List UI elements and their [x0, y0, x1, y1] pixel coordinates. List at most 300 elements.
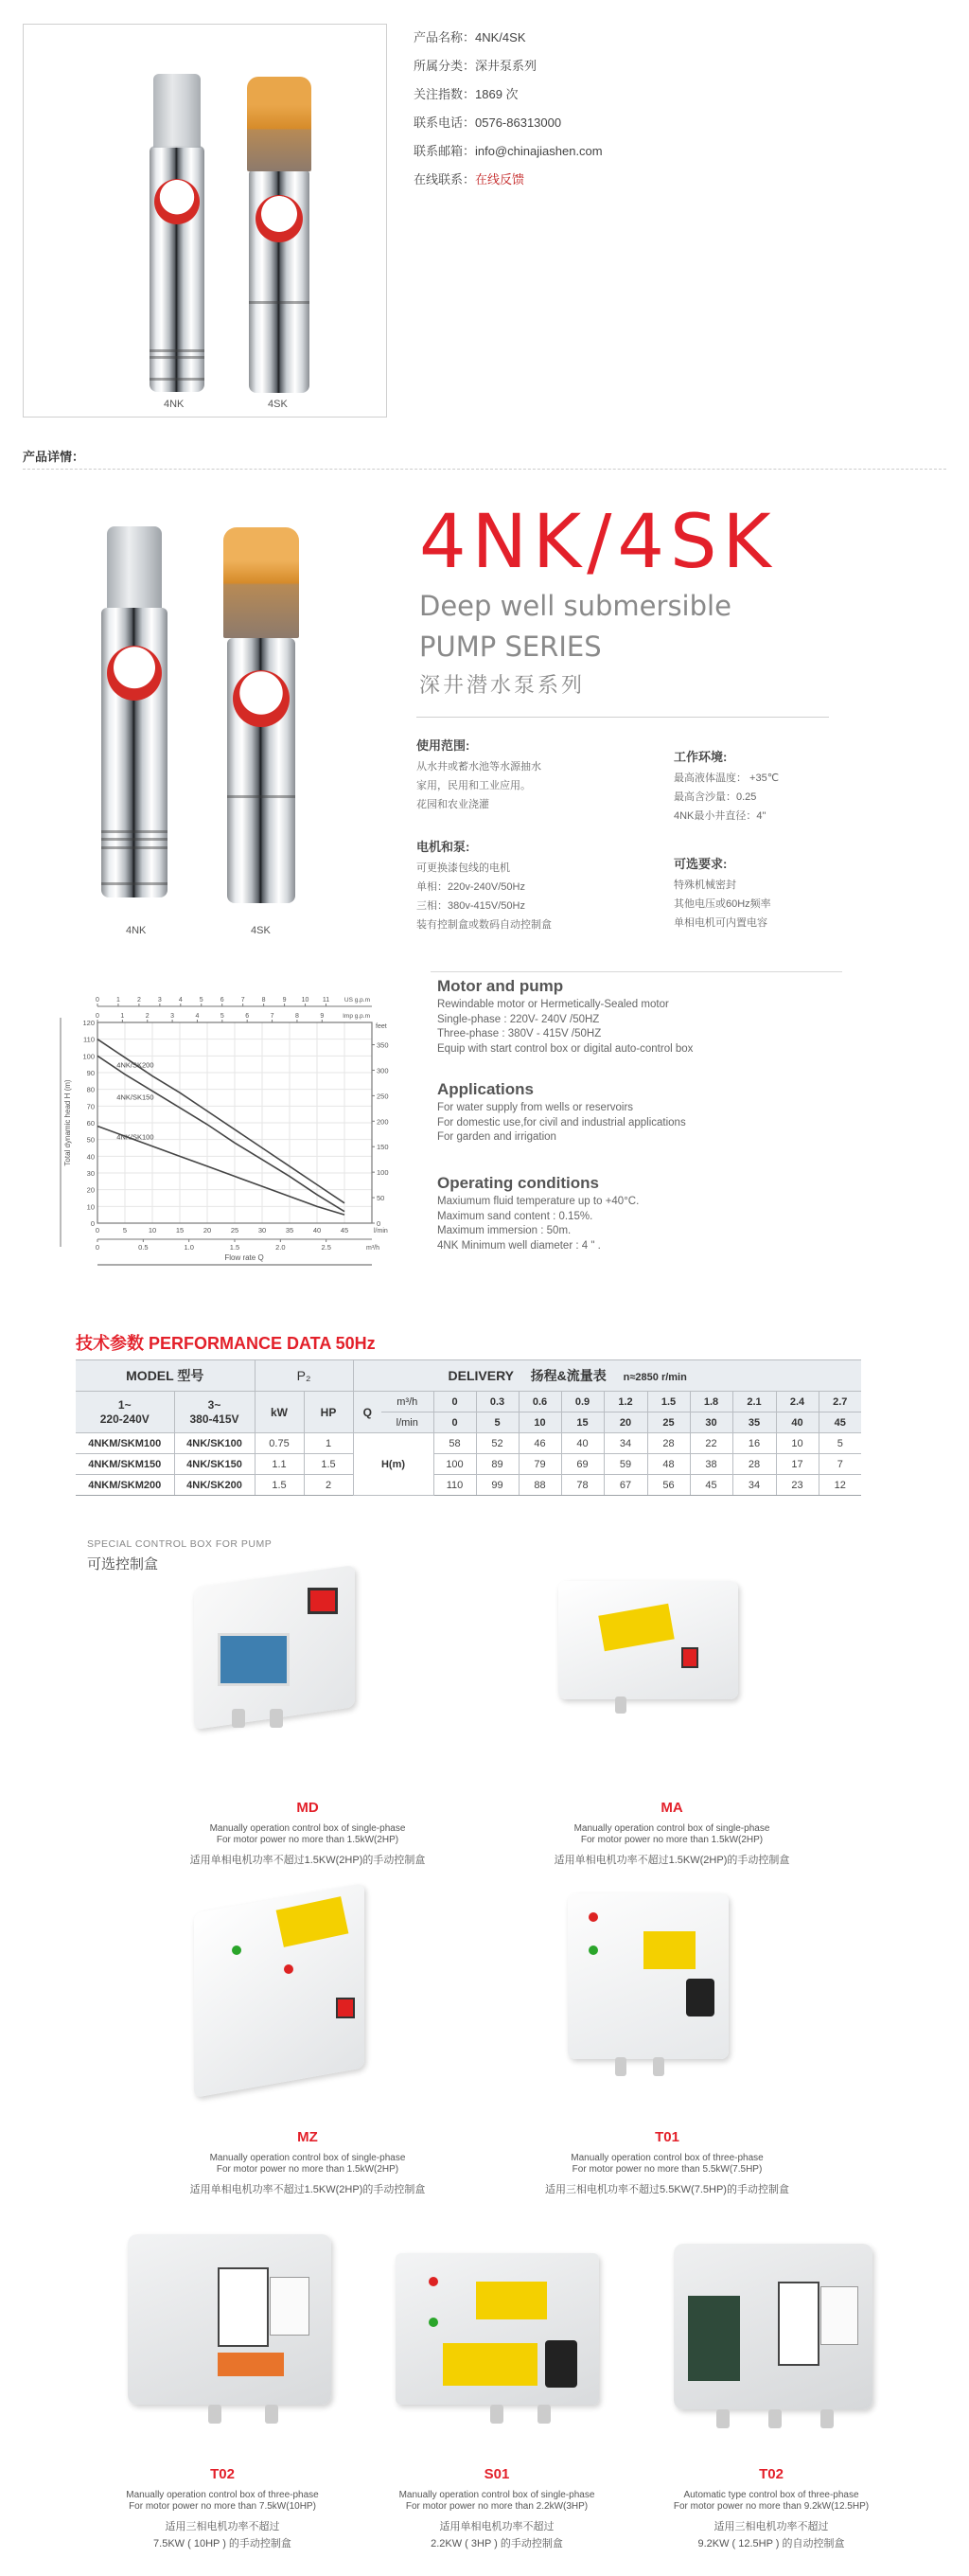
x-tick-label-lmin: 10	[148, 1226, 157, 1235]
box-code: S01	[484, 2466, 510, 2482]
warning-label	[643, 1931, 696, 1969]
circuit-board	[688, 2296, 740, 2381]
header-unit-m3h: m³/h	[381, 1392, 433, 1412]
green-lamp-icon	[429, 2318, 438, 2327]
head-value: 10	[776, 1433, 819, 1454]
right-tick-label: 200	[377, 1117, 389, 1127]
header-model: MODEL 型号	[76, 1360, 255, 1392]
info-label: 关注指数：	[414, 87, 476, 101]
x-tick-label-lmin: 35	[285, 1226, 294, 1235]
q-m3h: 2.1	[732, 1392, 776, 1412]
control-box-t02-image	[128, 2234, 341, 2424]
pump-4nk-image	[101, 608, 167, 897]
red-switch-icon	[308, 1588, 338, 1614]
q-m3h: 2.4	[776, 1392, 819, 1412]
head-value: 79	[519, 1454, 561, 1475]
x-tick-label-lmin: 40	[312, 1226, 322, 1235]
header-three-phase	[174, 1392, 255, 1433]
cn-env-heading: 工作环境:	[674, 750, 728, 764]
top-tick-label-imp: 8	[294, 1013, 299, 1020]
q-lmin: 35	[732, 1412, 776, 1433]
q-lmin: 10	[519, 1412, 561, 1433]
pump-4nk-head	[107, 526, 162, 608]
right-tick-label: 300	[377, 1066, 389, 1075]
y-tick-label: 70	[86, 1102, 95, 1111]
cn-options-block	[674, 854, 771, 933]
model-single: 4NKM/SKM200	[76, 1475, 174, 1496]
series-label: 4NK/SK200	[116, 1060, 154, 1070]
head-value: 7	[819, 1454, 861, 1475]
box-desc-en: For motor power no more than 5.5kW(7.5HP)	[572, 2164, 763, 2175]
red-switch-icon	[681, 1647, 698, 1668]
q-lmin: 30	[690, 1412, 732, 1433]
box-desc-en: For motor power no more than 7.5kW(10HP)	[129, 2501, 316, 2512]
series-label: 4NK/SK100	[116, 1132, 154, 1142]
contactor	[778, 2282, 819, 2366]
info-category	[414, 58, 537, 75]
table-header-row	[76, 1360, 861, 1392]
model-single: 4NKM/SKM150	[76, 1454, 174, 1475]
control-box-ma-caption	[516, 1800, 828, 1869]
x-tick-label-lmin: 5	[122, 1226, 128, 1235]
info-label: 联系邮箱：	[414, 144, 476, 158]
box-desc-en: Automatic type control box of three-phase	[683, 2490, 859, 2500]
control-box-heading-cn: 可选控制盒	[87, 1556, 159, 1572]
pump-caption-4sk: 4SK	[251, 925, 271, 936]
info-value: 0576-86313000	[475, 115, 562, 130]
model-three: 4NK/SK150	[174, 1454, 255, 1475]
header-p2: P₂	[255, 1360, 353, 1392]
hero-subtitle-line2: PUMP SERIES	[419, 631, 602, 663]
en-operating-heading: Operating conditions	[437, 1174, 599, 1192]
x-tick-label-lmin: 15	[175, 1226, 185, 1235]
top-tick-label-imp: 0	[96, 1013, 99, 1020]
header-delivery-en: DELIVERY	[448, 1368, 514, 1383]
q-lmin: 15	[561, 1412, 604, 1433]
hero-subtitle-cn: 深井潜水泵系列	[419, 673, 586, 697]
box-desc-en: Manually operation control box of single-phase	[573, 1823, 770, 1834]
info-label: 在线联系：	[414, 172, 476, 187]
top-tick-label-imp: 7	[270, 1013, 274, 1020]
top-tick-label-imp: 6	[245, 1013, 250, 1020]
head-value: 40	[561, 1433, 604, 1454]
pump-4sk-image	[227, 638, 295, 903]
green-lamp-icon	[589, 1945, 598, 1955]
pump-caption-4nk: 4NK	[126, 925, 147, 936]
top-tick-label-imp: 4	[195, 1013, 200, 1020]
cn-options-line: 特殊机械密封	[674, 879, 736, 891]
control-box-md-image	[194, 1576, 355, 1728]
hero-title: 4NK/4SK	[419, 500, 777, 585]
head-value: 5	[819, 1433, 861, 1454]
right-tick-label: 250	[377, 1092, 389, 1101]
info-email	[414, 143, 603, 160]
top-tick-label-us: 2	[136, 997, 141, 1004]
en-motor-line: Single-phase : 220V- 240V /50HZ	[437, 1013, 600, 1025]
x-axis-label: Flow rate Q	[224, 1253, 264, 1262]
cn-env-block	[674, 747, 779, 826]
pump-4sk-thumb-head	[247, 77, 311, 171]
right-tick-label: 50	[377, 1194, 385, 1203]
q-lmin: 45	[819, 1412, 861, 1433]
head-value: 78	[561, 1475, 604, 1496]
cn-usage-line: 家用，民用和工业应用。	[416, 780, 531, 791]
box-desc-en: Manually operation control box of three-phase	[126, 2490, 319, 2500]
cn-motor-heading: 电机和泵:	[416, 840, 470, 854]
box-code: T02	[210, 2466, 235, 2482]
en-operating-line: 4NK Minimum well diameter : 4 " .	[437, 1239, 601, 1252]
control-box-t02-auto-caption	[643, 2466, 899, 2552]
control-box-s01-image	[396, 2253, 604, 2424]
display-panel	[218, 1633, 290, 1686]
y-tick-label: 60	[86, 1119, 95, 1128]
cn-options-line: 单相电机可内置电容	[674, 917, 767, 929]
en-motor-line: Three-phase : 380V - 415V /50HZ	[437, 1028, 602, 1039]
control-box-heading-en: SPECIAL CONTROL BOX FOR PUMP	[87, 1538, 273, 1550]
q-lmin: 0	[433, 1412, 476, 1433]
control-box-mz-caption	[151, 2129, 464, 2198]
box-desc-cn: 9.2KW ( 12.5HP ) 的自动控制盒	[697, 2538, 845, 2549]
table-header-row	[76, 1392, 861, 1412]
table-row	[76, 1454, 861, 1475]
box-code: T01	[655, 2129, 679, 2145]
y-axis-label: Total dynamic head H (m)	[63, 1079, 72, 1166]
header-q: Q	[353, 1392, 381, 1433]
cn-motor-line: 装有控制盒或数码自动控制盒	[416, 919, 552, 931]
info-views	[414, 86, 519, 103]
x-tick-label-m3h: 2.5	[321, 1243, 331, 1252]
warning-label	[476, 2282, 547, 2319]
info-value: 1869 次	[475, 87, 519, 101]
en-applications-line: For water supply from wells or reservoirs	[437, 1102, 634, 1113]
header-single-phase	[76, 1392, 174, 1433]
cn-options-heading: 可选要求:	[674, 857, 728, 871]
top-tick-label-us: 4	[178, 997, 183, 1004]
x-tick-label-lmin: 30	[257, 1226, 267, 1235]
model-three: 4NK/SK100	[174, 1433, 255, 1454]
red-lamp-icon	[589, 1912, 598, 1922]
power-hp: 1.5	[304, 1454, 353, 1475]
info-value: 4NK/4SK	[475, 30, 526, 44]
en-applications-line: For domestic use,for civil and industrial applications	[437, 1116, 686, 1128]
top-tick-label-us: 6	[220, 997, 224, 1004]
rotary-switch-icon	[686, 1979, 714, 2016]
head-value: 89	[476, 1454, 519, 1475]
top-tick-label-imp: 2	[145, 1013, 150, 1020]
head-value: 58	[433, 1433, 476, 1454]
y-tick-label: 120	[82, 1019, 95, 1027]
top-tick-label-us: 10	[301, 997, 309, 1004]
cn-env-line: 4NK最小井直径：4"	[674, 810, 766, 822]
y-tick-label: 80	[86, 1085, 95, 1094]
box-desc-cn: 适用三相电机功率不超过5.5KW(7.5HP)的手动控制盒	[545, 2184, 789, 2195]
en-motor-heading: Motor and pump	[437, 977, 564, 995]
box-desc-cn: 适用单相电机功率不超过1.5KW(2HP)的手动控制盒	[189, 2184, 426, 2195]
head-value: 34	[604, 1433, 647, 1454]
head-value: 17	[776, 1454, 819, 1475]
head-value: 56	[647, 1475, 690, 1496]
thumb-caption-4nk: 4NK	[164, 399, 185, 410]
series-label: 4NK/SK150	[116, 1093, 154, 1102]
top-unit-us: US g.p.m	[344, 997, 370, 1004]
x-tick-label-m3h: 1.5	[229, 1243, 240, 1252]
breaker	[820, 2286, 858, 2345]
top-tick-label-us: 11	[322, 997, 330, 1004]
top-tick-label-us: 5	[199, 997, 203, 1004]
head-value: 99	[476, 1475, 519, 1496]
header-delivery	[353, 1360, 861, 1392]
box-desc-en: For motor power no more than 2.2kW(3HP)	[405, 2501, 589, 2512]
top-tick-label-us: 1	[115, 997, 120, 1004]
head-value: 52	[476, 1433, 519, 1454]
product-thumbnail-frame[interactable]	[23, 24, 387, 417]
info-label: 所属分类：	[414, 59, 476, 73]
control-box-md-caption	[151, 1800, 464, 1869]
head-value: 100	[433, 1454, 476, 1475]
y-tick-label: 90	[86, 1069, 95, 1077]
head-value: 16	[732, 1433, 776, 1454]
head-value: 46	[519, 1433, 561, 1454]
box-desc-en: Manually operation control box of single-phase	[398, 2490, 595, 2500]
info-phone	[414, 115, 561, 132]
pump-4sk-thumb-image	[249, 169, 309, 393]
head-value: 67	[604, 1475, 647, 1496]
performance-title: 技术参数 PERFORMANCE DATA 50Hz	[76, 1334, 376, 1353]
red-lamp-icon	[284, 1964, 293, 1974]
info-value: info@chinajiashen.com	[475, 144, 603, 158]
en-divider	[431, 971, 842, 972]
hero-divider	[416, 717, 829, 718]
y-tick-label: 0	[90, 1219, 95, 1228]
three-phase-label: 3~	[207, 1397, 221, 1412]
header-hp: HP	[304, 1392, 353, 1433]
q-m3h: 1.2	[604, 1392, 647, 1412]
cn-motor-line: 三相：380v-415V/50Hz	[416, 900, 525, 912]
online-feedback-link[interactable]: 在线反馈	[475, 172, 525, 187]
table-row	[76, 1433, 861, 1454]
x-unit-lmin: l/min	[374, 1228, 388, 1235]
en-motor-lines	[437, 998, 693, 1057]
cn-motor-block	[416, 837, 552, 934]
q-lmin: 40	[776, 1412, 819, 1433]
power-kw: 0.75	[255, 1433, 304, 1454]
q-lmin: 25	[647, 1412, 690, 1433]
top-tick-label-imp: 3	[170, 1013, 175, 1020]
x-tick-label-m3h: 0.5	[138, 1243, 149, 1252]
box-code: MD	[296, 1800, 319, 1816]
control-box-mz-image	[194, 1884, 374, 2092]
info-label: 联系电话：	[414, 115, 476, 130]
right-tick-label: 0	[377, 1219, 381, 1228]
top-unit-imp: Imp g.p.m	[343, 1013, 370, 1020]
box-desc-cn: 2.2KW ( 3HP ) 的手动控制盒	[431, 2538, 563, 2549]
q-m3h: 0.3	[476, 1392, 519, 1412]
cn-env-line: 最高含沙量：0.25	[674, 791, 757, 803]
y-tick-label: 10	[86, 1202, 95, 1212]
red-switch-icon	[336, 1998, 355, 2018]
cn-usage-line: 花园和农业浇灌	[416, 799, 489, 810]
red-lamp-icon	[429, 2277, 438, 2286]
box-desc-en: For motor power no more than 1.5kW(2HP)	[580, 1835, 764, 1845]
breaker	[270, 2277, 309, 2336]
control-box-s01-caption	[369, 2466, 625, 2552]
single-phase-label: 1~	[117, 1397, 132, 1412]
header-delivery-cn: 扬程&流量表	[530, 1368, 607, 1383]
power-hp: 2	[304, 1475, 353, 1496]
product-detail-heading: 产品详情：	[23, 450, 85, 464]
q-m3h: 2.7	[819, 1392, 861, 1412]
x-tick-label-lmin: 45	[340, 1226, 349, 1235]
q-m3h: 0	[433, 1392, 476, 1412]
en-operating-line: Maximum sand content : 0.15%.	[437, 1210, 593, 1222]
head-value: 59	[604, 1454, 647, 1475]
top-tick-label-us: 3	[157, 997, 162, 1004]
top-tick-label-imp: 5	[220, 1013, 224, 1020]
x-tick-label-lmin: 0	[95, 1226, 100, 1235]
box-desc-cn: 适用单相电机功率不超过1.5KW(2HP)的手动控制盒	[554, 1855, 790, 1866]
divider	[23, 469, 946, 470]
y-tick-label: 30	[86, 1169, 95, 1178]
box-code: MZ	[297, 2129, 318, 2145]
q-m3h: 0.6	[519, 1392, 561, 1412]
q-lmin: 20	[604, 1412, 647, 1433]
head-value: 38	[690, 1454, 732, 1475]
en-operating-lines	[437, 1195, 639, 1253]
right-tick-label: 350	[377, 1040, 389, 1050]
box-desc-en: For motor power no more than 1.5kW(2HP)	[216, 1835, 399, 1845]
contactor	[218, 2267, 269, 2347]
head-value: 48	[647, 1454, 690, 1475]
x-tick-label-m3h: 2.0	[275, 1243, 286, 1252]
header-unit-lmin: l/min	[381, 1412, 433, 1433]
cn-motor-line: 可更换漆包线的电机	[416, 862, 510, 874]
model-three: 4NK/SK200	[174, 1475, 255, 1496]
power-kw: 1.1	[255, 1454, 304, 1475]
thumb-caption-4sk: 4SK	[268, 399, 288, 410]
q-m3h: 1.5	[647, 1392, 690, 1412]
info-label: 产品名称：	[414, 30, 476, 44]
box-desc-en: For motor power no more than 9.2kW(12.5HP)	[673, 2501, 870, 2512]
x-tick-label-lmin: 25	[230, 1226, 239, 1235]
en-operating-line: Maximum immersion : 50m.	[437, 1225, 572, 1236]
info-value: 深井泵系列	[475, 59, 537, 73]
top-tick-label-us: 0	[96, 997, 99, 1004]
top-tick-label-us: 8	[261, 997, 266, 1004]
right-axis-unit: feet	[376, 1023, 387, 1030]
q-m3h: 0.9	[561, 1392, 604, 1412]
cn-usage-block	[416, 736, 541, 814]
x-tick-label-m3h: 0	[95, 1243, 100, 1252]
y-tick-label: 20	[86, 1185, 95, 1195]
y-tick-label: 50	[86, 1135, 95, 1145]
x-tick-label-m3h: 1.0	[184, 1243, 194, 1252]
box-desc-cn: 适用三相电机功率不超过	[165, 2521, 280, 2532]
rotary-switch-icon	[545, 2340, 577, 2388]
head-value: 22	[690, 1433, 732, 1454]
head-value: 12	[819, 1475, 861, 1496]
box-desc-en: Manually operation control box of single-phase	[209, 2153, 406, 2163]
box-desc-en: For motor power no more than 1.5kW(2HP)	[216, 2164, 399, 2175]
x-tick-label-lmin: 20	[203, 1226, 212, 1235]
en-applications-line: For garden and irrigation	[437, 1131, 556, 1143]
box-desc-en: Manually operation control box of three-phase	[571, 2153, 764, 2163]
box-desc-cn: 适用单相电机功率不超过	[439, 2521, 555, 2532]
box-desc-cn: 适用单相电机功率不超过1.5KW(2HP)的手动控制盒	[189, 1855, 426, 1866]
power-hp: 1	[304, 1433, 353, 1454]
en-motor-line: Equip with start control box or digital auto-control box	[437, 1042, 694, 1055]
pump-4sk-head	[223, 527, 299, 638]
head-value: 28	[732, 1454, 776, 1475]
header-speed: n≈2850 r/min	[623, 1372, 687, 1383]
power-kw: 1.5	[255, 1475, 304, 1496]
header-kw: kW	[255, 1392, 304, 1433]
hero-subtitle-line1: Deep well submersible	[419, 590, 731, 622]
en-applications-heading: Applications	[437, 1080, 535, 1098]
y-tick-label: 100	[82, 1052, 95, 1061]
box-desc-en: Manually operation control box of single-phase	[209, 1823, 406, 1834]
head-value: 88	[519, 1475, 561, 1496]
box-desc-cn: 7.5KW ( 10HP ) 的手动控制盒	[153, 2538, 291, 2549]
single-phase-voltage: 220-240V	[99, 1412, 150, 1426]
q-lmin: 5	[476, 1412, 519, 1433]
top-tick-label-us: 9	[282, 997, 287, 1004]
head-value: 69	[561, 1454, 604, 1475]
green-lamp-icon	[232, 1945, 241, 1955]
cn-options-line: 其他电压或60Hz频率	[674, 898, 771, 910]
control-box-t01-caption	[511, 2129, 823, 2198]
head-value: 28	[647, 1433, 690, 1454]
head-value: 45	[690, 1475, 732, 1496]
y-tick-label: 110	[83, 1035, 95, 1044]
head-value: 110	[433, 1475, 476, 1496]
control-box-t01-image	[568, 1879, 729, 2078]
terminal-block	[218, 2353, 284, 2376]
x-unit-m3h: m³/h	[366, 1245, 379, 1252]
right-tick-label: 100	[377, 1168, 389, 1178]
head-value: 23	[776, 1475, 819, 1496]
cn-env-line: 最高液体温度： +35℃	[674, 773, 780, 784]
cn-usage-heading: 使用范围:	[416, 738, 470, 753]
top-tick-label-imp: 9	[320, 1013, 325, 1020]
info-online-contact	[414, 171, 524, 188]
three-phase-voltage: 380-415V	[189, 1412, 239, 1426]
control-box-ma-image	[558, 1572, 738, 1714]
model-single: 4NKM/SKM100	[76, 1433, 174, 1454]
en-applications-lines	[437, 1101, 686, 1146]
performance-table	[76, 1359, 861, 1496]
pump-4nk-thumb-image	[150, 146, 204, 392]
top-tick-label-imp: 1	[120, 1013, 125, 1020]
box-code: MA	[661, 1800, 683, 1816]
table-row	[76, 1475, 861, 1496]
q-m3h: 1.8	[690, 1392, 732, 1412]
y-tick-label: 40	[86, 1152, 95, 1162]
top-tick-label-us: 7	[240, 997, 245, 1004]
cn-usage-line: 从水井或蓄水池等水源抽水	[416, 761, 541, 773]
wiring-label	[443, 2343, 537, 2386]
info-product-name	[414, 29, 526, 46]
en-operating-line: Maxiumum fluid temperature up to +40°C.	[437, 1196, 640, 1207]
pump-4nk-thumb-head	[153, 74, 201, 148]
head-label: H(m)	[353, 1433, 433, 1496]
box-code: T02	[759, 2466, 784, 2482]
right-tick-label: 150	[377, 1143, 389, 1152]
performance-curve-chart	[57, 975, 407, 1269]
head-value: 34	[732, 1475, 776, 1496]
control-box-t02-caption	[95, 2466, 350, 2552]
cn-motor-line: 单相：220v-240V/50Hz	[416, 881, 525, 893]
control-box-t02-auto-image	[674, 2244, 877, 2428]
